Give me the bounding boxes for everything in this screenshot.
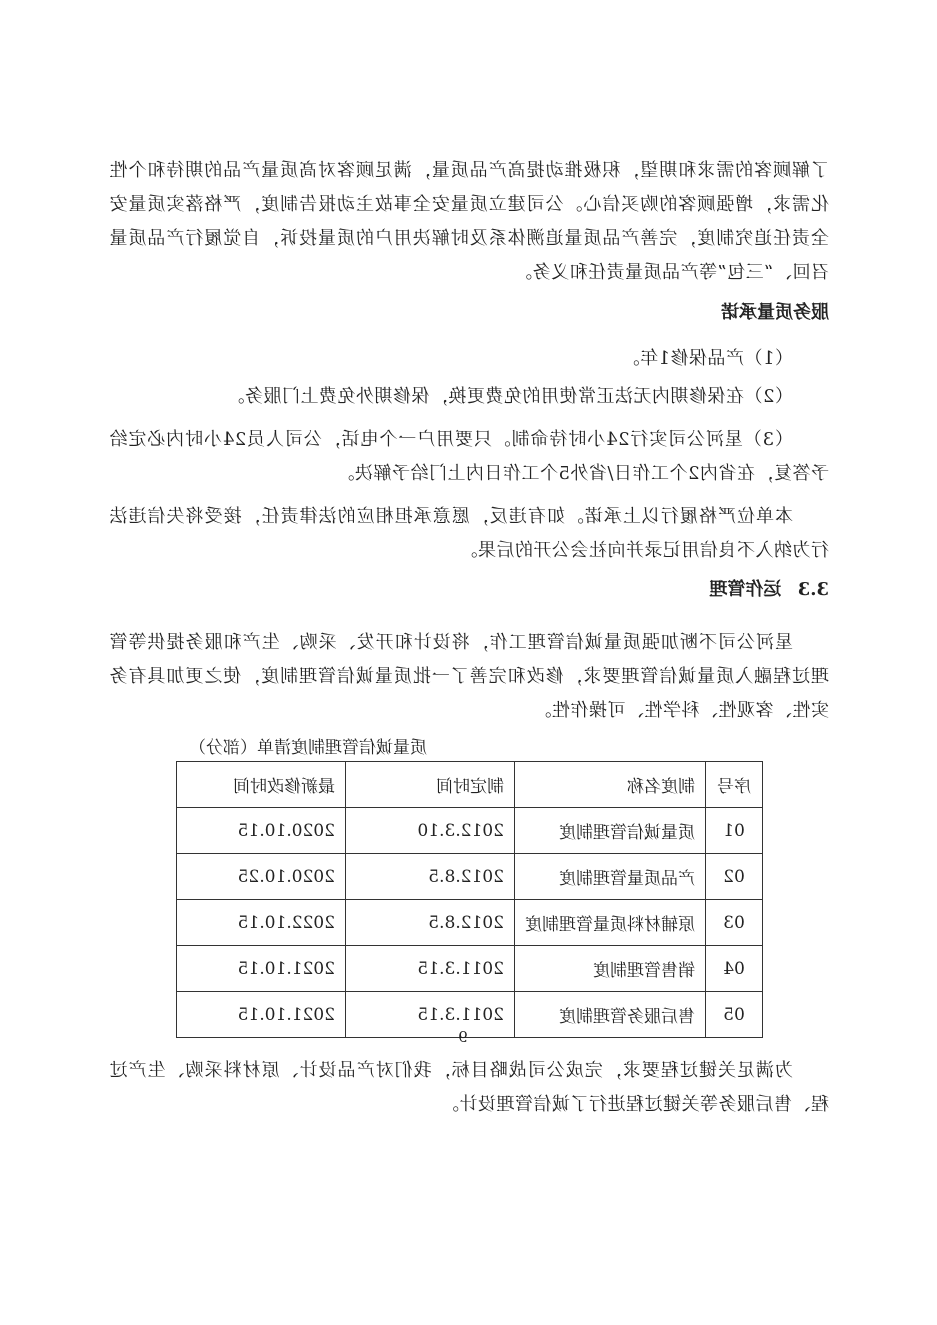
cell-rule-name: 质量诚信管理制度 xyxy=(515,808,706,854)
cell-created-date: 2012.3.10 xyxy=(346,808,515,854)
cell-created-date: 2012.8.5 xyxy=(346,854,515,900)
header-modified-date: 最新修改时间 xyxy=(177,762,346,808)
cell-serial: 03 xyxy=(706,900,763,946)
cell-serial: 01 xyxy=(706,808,763,854)
commitment-statement: 本单位严格履行以上承诺。如有违反，愿意承担相应的法律责任，接受将失信违法行为纳入不良信用记录并向社会公开的后果。 xyxy=(109,506,829,561)
table-row xyxy=(177,946,763,992)
table-header-row xyxy=(177,762,763,808)
cell-modified-date: 2021.10.15 xyxy=(177,946,346,992)
commitment-1: （1）产品保修1年。 xyxy=(621,348,793,369)
cell-created-date: 2011.3.15 xyxy=(346,992,515,1038)
header-rule-name: 制度名称 xyxy=(515,762,706,808)
cell-rule-name: 售后服务管理制度 xyxy=(515,992,706,1038)
cell-created-date: 2012.8.5 xyxy=(346,900,515,946)
cell-rule-name: 销售管理制度 xyxy=(515,946,706,992)
section-heading-3-3 xyxy=(709,577,829,603)
table-row xyxy=(177,808,763,854)
table-row xyxy=(177,854,763,900)
section-number: 3.3 xyxy=(797,579,829,600)
commitment-3: （3）星河公司实行24小时待命制。只要用户一个电话，公司人员24小时内必定给予答复，在省内2个工作日/省外5个工作日内上门给予解决。 xyxy=(109,429,829,484)
header-created-date: 制定时间 xyxy=(346,762,515,808)
section-title: 运作管理 xyxy=(709,579,782,600)
cell-modified-date: 2020.10.15 xyxy=(177,808,346,854)
header-serial: 序号 xyxy=(706,762,763,808)
table-caption: 质量诚信管理制度清单（部分） xyxy=(189,738,427,758)
cell-serial: 02 xyxy=(706,854,763,900)
commitment-2: （2）在保修期内无法正常使用的免费更换，保修期外免费上门服务。 xyxy=(226,386,793,407)
cell-serial: 05 xyxy=(706,992,763,1038)
cell-modified-date: 2021.10.15 xyxy=(177,992,346,1038)
intro-paragraph: 了解顾客的需求和期望，积极推动提高产品质量，满足顾客对高质量产品的期待和个性化需求，增强顾客的购买信心。公司建立质量安全事故主动报告制度，严格落实质量安全责任追究制度，完善产品质量追溯体系及时解决用户的质量投诉，自觉履行产品质量召回、“三包”等产品质量责任和义务。 xyxy=(109,160,829,283)
cell-modified-date: 2020.10.25 xyxy=(177,854,346,900)
table-row xyxy=(177,900,763,946)
cell-rule-name: 原辅材料质量管理制度 xyxy=(515,900,706,946)
closing-paragraph: 为满足关键过程要求，完成公司战略目标，我们对产品设计、原材料采购、生产过程、售后服务等关键过程进行了诚信管理设计。 xyxy=(109,1060,829,1115)
cell-modified-date: 2022.10.15 xyxy=(177,900,346,946)
page-number: 9 xyxy=(458,1028,468,1046)
service-quality-heading: 服务质量承诺 xyxy=(721,302,829,323)
cell-rule-name: 产品质量管理制度 xyxy=(515,854,706,900)
cell-serial: 04 xyxy=(706,946,763,992)
rules-table xyxy=(176,761,763,1038)
cell-created-date: 2011.3.15 xyxy=(346,946,515,992)
operation-paragraph: 星河公司不断加强质量诚信管理工作，将设计和开发、采购、生产和服务提供等管理过程融入质量诚信管理要求，修改和完善了一批质量诚信管理制度，使之更加具有务实性、客观性、科学性、可操作性。 xyxy=(109,632,829,721)
